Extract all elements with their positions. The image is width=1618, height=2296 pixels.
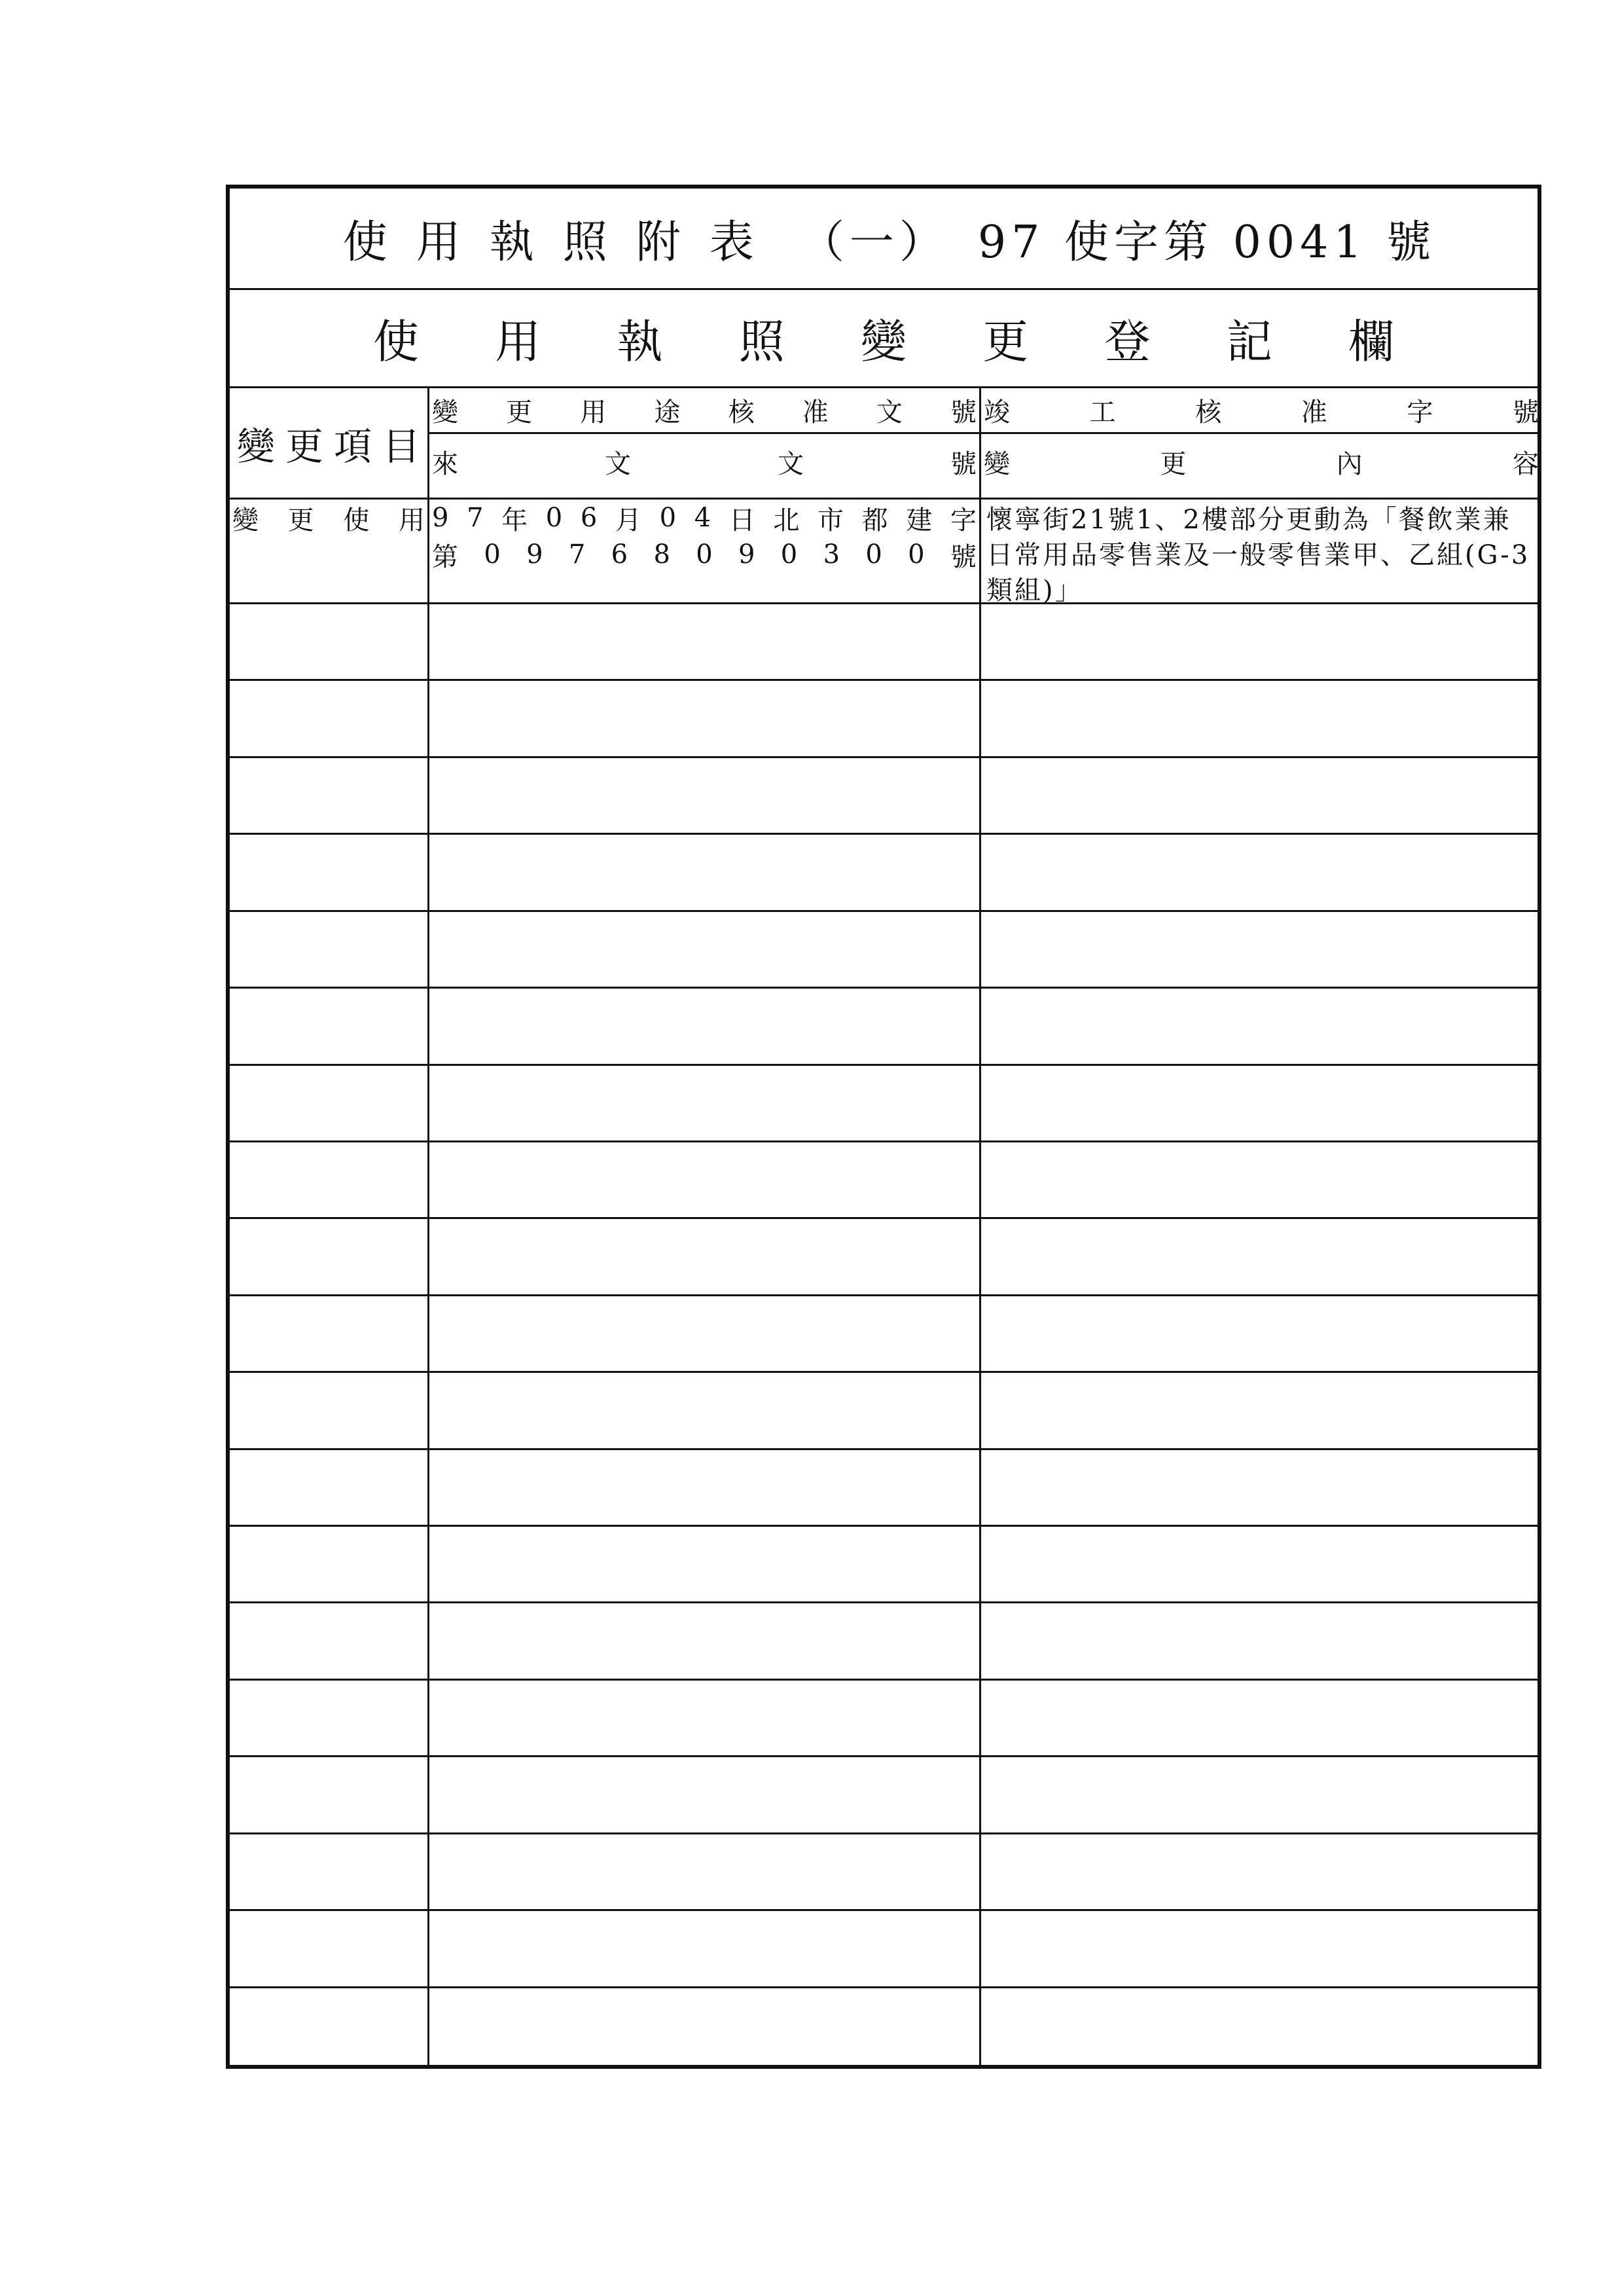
header-col1-char: 目 xyxy=(382,424,420,469)
table-cell xyxy=(981,1834,1541,1909)
header-col2-bottom-char: 號 xyxy=(950,449,977,479)
table-row xyxy=(230,1219,1537,1296)
header-col2-top-char: 變 xyxy=(432,397,458,428)
register-title-row xyxy=(230,290,1537,388)
register-title-char: 用 xyxy=(495,315,541,369)
entry-doc-line1-char: 北 xyxy=(773,505,800,536)
entry-doc-line2-char: 0 xyxy=(696,539,713,570)
table-cell xyxy=(429,1373,981,1448)
table-cell xyxy=(981,989,1541,1063)
table-cell xyxy=(230,1757,429,1832)
table-row xyxy=(230,1373,1537,1449)
register-title-char: 執 xyxy=(617,315,663,369)
entry-doc-line1-char: 字 xyxy=(950,505,977,536)
table-cell xyxy=(429,1757,981,1832)
header-col2-bottom-char: 文 xyxy=(778,449,804,479)
table-cell xyxy=(230,1066,429,1140)
header-col2-top-char: 文 xyxy=(876,397,903,428)
table-cell xyxy=(230,1296,429,1371)
table-cell xyxy=(981,1681,1541,1755)
entry-doc-line2-char: 0 xyxy=(780,539,798,570)
table-cell xyxy=(429,1603,981,1678)
permit-change-register-form xyxy=(226,185,1541,2069)
register-title-char: 照 xyxy=(738,315,785,369)
table-row xyxy=(230,912,1537,989)
table-cell xyxy=(981,1373,1541,1448)
table-cell xyxy=(230,1681,429,1755)
entry-doc-line1-char: 都 xyxy=(861,505,888,536)
table-row xyxy=(230,989,1537,1065)
header-col3-bottom-char: 變 xyxy=(984,449,1010,479)
table-cell xyxy=(981,835,1541,909)
entry-change-item xyxy=(230,500,429,602)
form-name-char: 附 xyxy=(636,216,686,268)
table-cell xyxy=(981,1219,1541,1294)
table-cell xyxy=(429,1834,981,1909)
table-cell xyxy=(230,758,429,833)
header-col3-top-char: 准 xyxy=(1301,397,1327,428)
table-cell xyxy=(429,1911,981,1986)
permit-number: 97 使字第 0041 號 xyxy=(977,216,1437,268)
table-cell xyxy=(429,912,981,987)
table-cell xyxy=(429,758,981,833)
header-col3-bottom-char: 容 xyxy=(1512,449,1539,479)
table-cell xyxy=(230,1603,429,1678)
table-row xyxy=(230,1142,1537,1219)
header-col3-top-char: 核 xyxy=(1195,397,1222,428)
table-cell xyxy=(230,1834,429,1909)
header-col3-top-char: 工 xyxy=(1089,397,1116,428)
header-col2-bottom-char: 來 xyxy=(432,449,458,479)
entry-doc-line2-char: 6 xyxy=(611,539,628,570)
form-number: （一） xyxy=(799,216,949,268)
entry-doc-line2-char: 3 xyxy=(823,539,840,570)
table-cell xyxy=(230,604,429,679)
entry-doc-line2-char: 9 xyxy=(526,539,543,570)
form-name-char: 執 xyxy=(489,216,539,268)
header-col2-top-char: 更 xyxy=(506,397,533,428)
header-col2-top-char: 准 xyxy=(802,397,829,428)
entry-doc-line1-char: 年 xyxy=(501,505,528,536)
register-title-char: 登 xyxy=(1104,315,1151,369)
table-row xyxy=(230,1527,1537,1603)
header-col2-bottom-char: 文 xyxy=(605,449,631,479)
header-col3-top-char: 竣 xyxy=(984,397,1010,428)
table-row xyxy=(230,1834,1537,1911)
table-cell xyxy=(981,912,1541,987)
entry-item-char: 更 xyxy=(287,505,314,536)
table-row xyxy=(230,758,1537,835)
table-row xyxy=(230,1757,1537,1834)
header-col3-bottom-char: 更 xyxy=(1160,449,1187,479)
table-row xyxy=(230,1296,1537,1373)
entry-change-content: 懷寧街21號1、2樓部分更動為「餐飲業兼日常用品零售業及一般零售業甲、乙組(G-3類組)」 xyxy=(986,505,1530,606)
entry-doc-line1-char: 6 xyxy=(580,503,598,533)
header-change-content xyxy=(981,434,1541,500)
register-title-char: 使 xyxy=(373,315,419,369)
form-name-char: 用 xyxy=(416,216,466,268)
table-cell xyxy=(429,1681,981,1755)
table-row xyxy=(230,835,1537,911)
table-header xyxy=(230,388,1537,500)
table-cell xyxy=(429,604,981,679)
table-cell xyxy=(230,1988,429,2065)
header-col1-char: 項 xyxy=(333,424,372,469)
table-cell xyxy=(429,1296,981,1371)
header-completion-approval-no xyxy=(981,388,1541,434)
form-title-row xyxy=(230,189,1537,290)
table-cell xyxy=(230,1527,429,1601)
header-incoming-doc-no xyxy=(429,434,981,500)
table-cell xyxy=(981,681,1541,756)
header-col1-char: 變 xyxy=(237,424,276,469)
register-title-char: 更 xyxy=(982,315,1029,369)
form-name-char: 表 xyxy=(709,216,759,268)
header-col3-top-char: 字 xyxy=(1407,397,1433,428)
table-cell xyxy=(230,912,429,987)
table-cell xyxy=(429,1142,981,1217)
entry-doc-line1-char: 日 xyxy=(728,505,755,536)
table-cell xyxy=(981,758,1541,833)
table-cell xyxy=(981,1450,1541,1525)
table-row xyxy=(230,1066,1537,1142)
entry-doc-line1-char: 建 xyxy=(906,505,933,536)
entry-doc-line2-char: 8 xyxy=(653,539,670,570)
form-name-char: 照 xyxy=(562,216,613,268)
entry-doc-line2-char: 0 xyxy=(484,539,501,570)
entry-doc-line1-char: 市 xyxy=(817,505,844,536)
entry-doc-line1-char: 4 xyxy=(694,503,711,533)
table-cell xyxy=(981,1757,1541,1832)
header-col2-top-char: 途 xyxy=(654,397,681,428)
table-cell xyxy=(230,835,429,909)
empty-rows xyxy=(230,604,1537,2065)
entry-doc-line1-char: 9 xyxy=(432,503,449,533)
header-col1-char: 更 xyxy=(285,424,323,469)
table-cell xyxy=(981,1527,1541,1601)
table-cell xyxy=(429,1219,981,1294)
register-title-char: 欄 xyxy=(1348,315,1394,369)
table-cell xyxy=(429,835,981,909)
table-cell xyxy=(429,681,981,756)
table-cell xyxy=(230,1450,429,1525)
table-cell xyxy=(230,1219,429,1294)
header-col3-top-char: 號 xyxy=(1512,397,1539,428)
table-cell xyxy=(981,1911,1541,1986)
entry-doc-number xyxy=(429,500,981,602)
entry-item-char: 使 xyxy=(343,505,370,536)
header-col2-top-char: 用 xyxy=(580,397,607,428)
register-title-char: 變 xyxy=(861,315,907,369)
entry-doc-line2-char: 7 xyxy=(568,539,586,570)
entry-doc-line2-char: 0 xyxy=(865,539,882,570)
table-cell xyxy=(429,1066,981,1140)
register-title-char: 記 xyxy=(1226,315,1272,369)
header-col3-bottom-char: 內 xyxy=(1336,449,1363,479)
form-name-char: 使 xyxy=(342,216,393,268)
table-cell xyxy=(981,1066,1541,1140)
table-row xyxy=(230,1603,1537,1680)
entry-doc-line1-char: 月 xyxy=(615,505,641,536)
table-cell xyxy=(429,1988,981,2065)
table-cell xyxy=(230,1911,429,1986)
header-change-item xyxy=(230,388,429,498)
entry-doc-line1-char: 0 xyxy=(545,503,563,533)
entry-doc-line2-char: 9 xyxy=(738,539,755,570)
register-title xyxy=(373,305,1394,371)
table-cell xyxy=(429,989,981,1063)
header-approval-doc-no xyxy=(429,388,981,434)
entry-doc-line2-char: 0 xyxy=(908,539,925,570)
table-row xyxy=(230,1681,1537,1757)
table-cell xyxy=(981,1603,1541,1678)
table-cell xyxy=(981,604,1541,679)
entry-doc-line1-char: 0 xyxy=(659,503,677,533)
table-cell xyxy=(981,1142,1541,1217)
entry-item-char: 變 xyxy=(232,505,259,536)
entry-doc-line1-char: 7 xyxy=(467,503,484,533)
table-row xyxy=(230,1911,1537,1988)
table-cell xyxy=(981,1988,1541,2065)
table-row xyxy=(230,1450,1537,1527)
table-cell xyxy=(429,1527,981,1601)
form-title xyxy=(317,207,1451,270)
table-row xyxy=(230,500,1537,604)
header-col2-top-char: 核 xyxy=(728,397,755,428)
table-row xyxy=(230,681,1537,757)
table-cell xyxy=(981,1296,1541,1371)
table-cell xyxy=(429,1450,981,1525)
entry-item-char: 用 xyxy=(398,505,425,536)
table-cell xyxy=(230,681,429,756)
table-cell xyxy=(230,1142,429,1217)
form-name xyxy=(331,207,771,270)
table-cell xyxy=(230,989,429,1063)
table-cell xyxy=(230,1373,429,1448)
header-col2-top-char: 號 xyxy=(950,397,977,428)
table-row xyxy=(230,604,1537,681)
table-row xyxy=(230,1988,1537,2065)
entry-doc-line2-char: 號 xyxy=(950,541,977,572)
entry-doc-line2-char: 第 xyxy=(432,541,458,572)
